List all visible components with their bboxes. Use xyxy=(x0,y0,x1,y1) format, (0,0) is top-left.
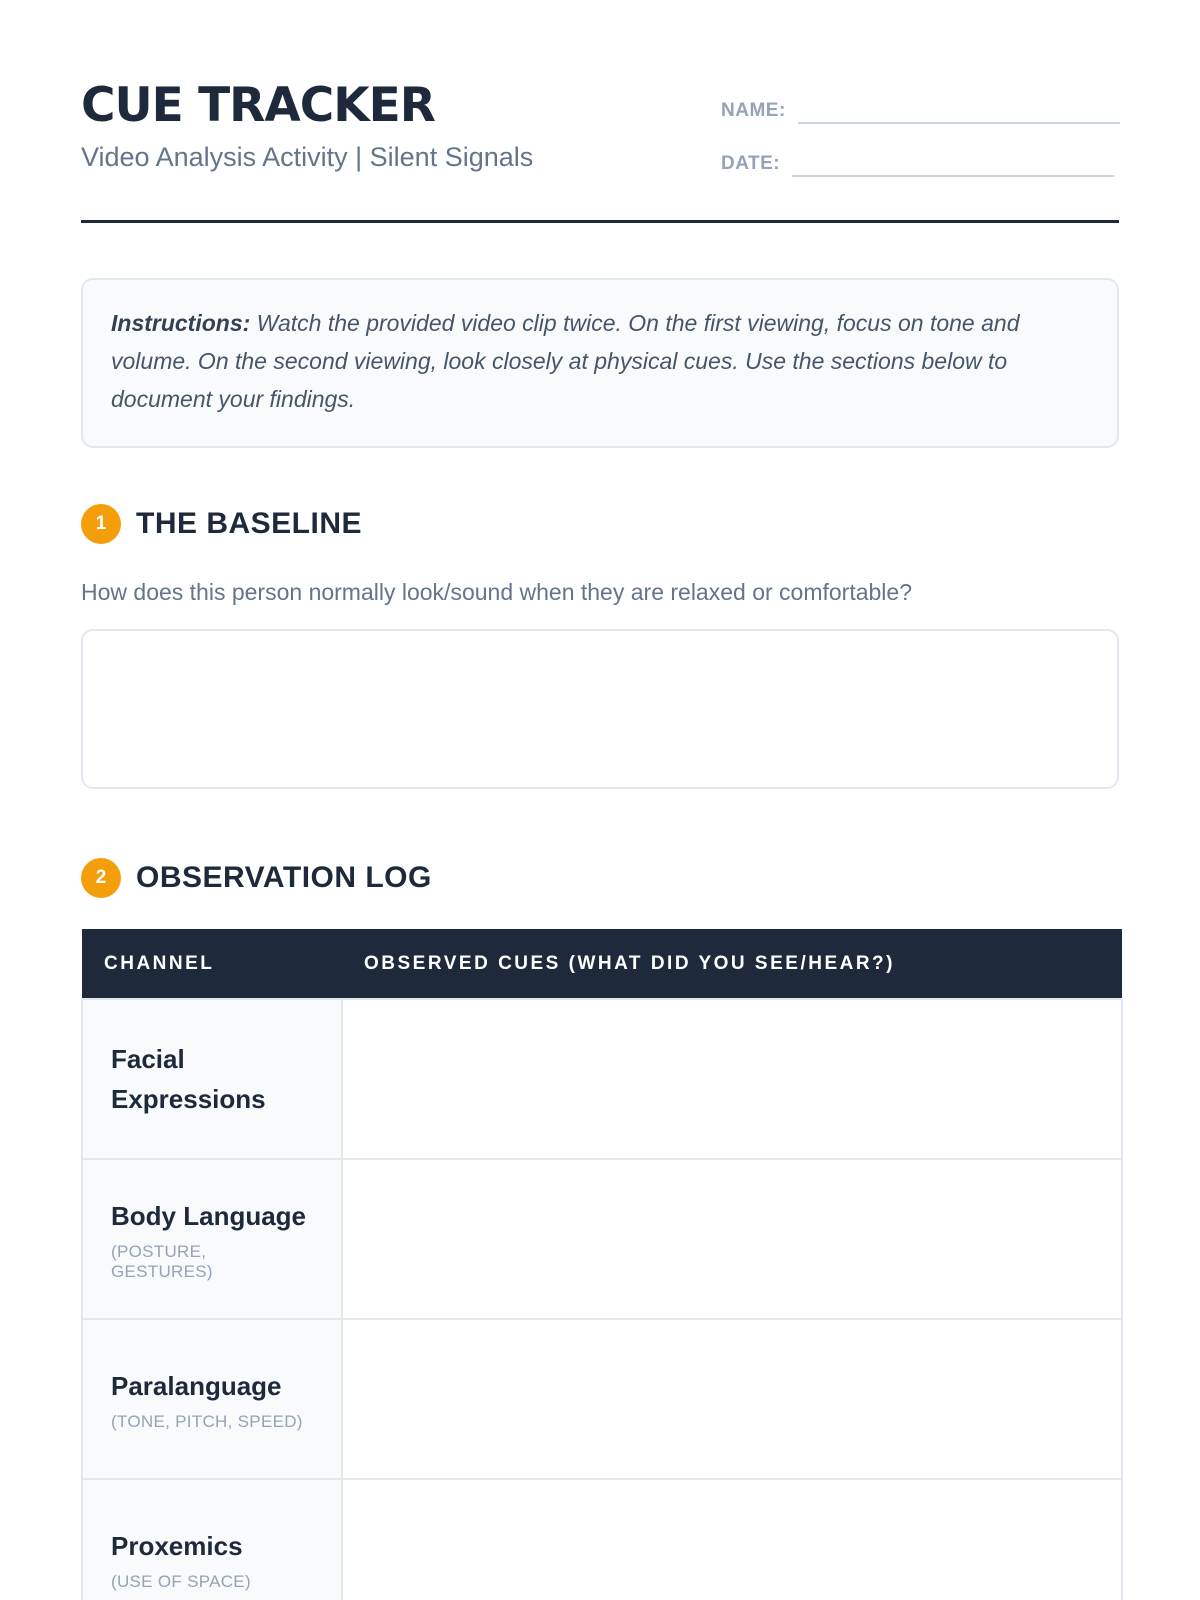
section-number-badge: 1 xyxy=(81,504,121,544)
channel-note: (POSTURE, GESTURES) xyxy=(111,1242,213,1281)
worksheet-header xyxy=(81,78,1119,224)
instructions-lead: Instructions: xyxy=(111,310,251,336)
instructions-text: Watch the provided video clip twice. On the first viewing, focus on tone and volume. On the second viewing, look closely at physical cues. Use the sections below to document your findings. xyxy=(111,310,1020,412)
channel-name: Paralanguage xyxy=(111,1371,282,1401)
column-header-observed-cues: OBSERVED CUES (WHAT DID YOU SEE/HEAR?) xyxy=(342,929,1122,999)
page-title: CUE TRACKER xyxy=(81,78,435,133)
observed-cues-cell[interactable] xyxy=(342,999,1122,1159)
section-title-observation: OBSERVATION LOG xyxy=(136,861,432,894)
date-field-row xyxy=(721,147,1114,177)
instructions-box xyxy=(81,278,1119,448)
table-row xyxy=(82,1479,1122,1600)
channel-note: (TONE, PITCH, SPEED) xyxy=(111,1412,303,1431)
channel-cell xyxy=(82,1479,342,1600)
name-field[interactable] xyxy=(798,94,1120,124)
section-baseline-header xyxy=(81,504,362,544)
baseline-prompt: How does this person normally look/sound when they are relaxed or comfortable? xyxy=(81,579,912,605)
table-row xyxy=(82,1319,1122,1479)
section-title-baseline: THE BASELINE xyxy=(136,507,363,540)
name-label: NAME: xyxy=(721,100,786,121)
observed-cues-cell[interactable] xyxy=(342,1479,1122,1600)
observation-log-table xyxy=(81,929,1123,1600)
page-subtitle: Video Analysis Activity | Silent Signals xyxy=(81,142,534,172)
channel-cell xyxy=(82,1319,342,1479)
channel-cell xyxy=(82,1159,342,1319)
header-divider xyxy=(81,220,1119,223)
date-label: DATE: xyxy=(721,153,781,174)
column-header-channel: CHANNEL xyxy=(82,929,342,999)
table-row xyxy=(82,1159,1122,1319)
name-field-row xyxy=(721,94,1120,124)
observed-cues-cell[interactable] xyxy=(342,1319,1122,1479)
channel-name: Body Language xyxy=(111,1201,307,1231)
observed-cues-cell[interactable] xyxy=(342,1159,1122,1319)
table-row xyxy=(82,999,1122,1159)
baseline-answer-box[interactable] xyxy=(81,629,1119,789)
channel-name: Facial Expressions xyxy=(111,1044,266,1114)
section-observation-header xyxy=(81,858,432,898)
channel-note: (USE OF SPACE) xyxy=(111,1572,251,1591)
table-header-row xyxy=(82,929,1122,999)
section-number-badge: 2 xyxy=(81,858,121,898)
channel-cell xyxy=(82,999,342,1159)
channel-name: Proxemics xyxy=(111,1531,243,1561)
date-field[interactable] xyxy=(792,147,1114,177)
